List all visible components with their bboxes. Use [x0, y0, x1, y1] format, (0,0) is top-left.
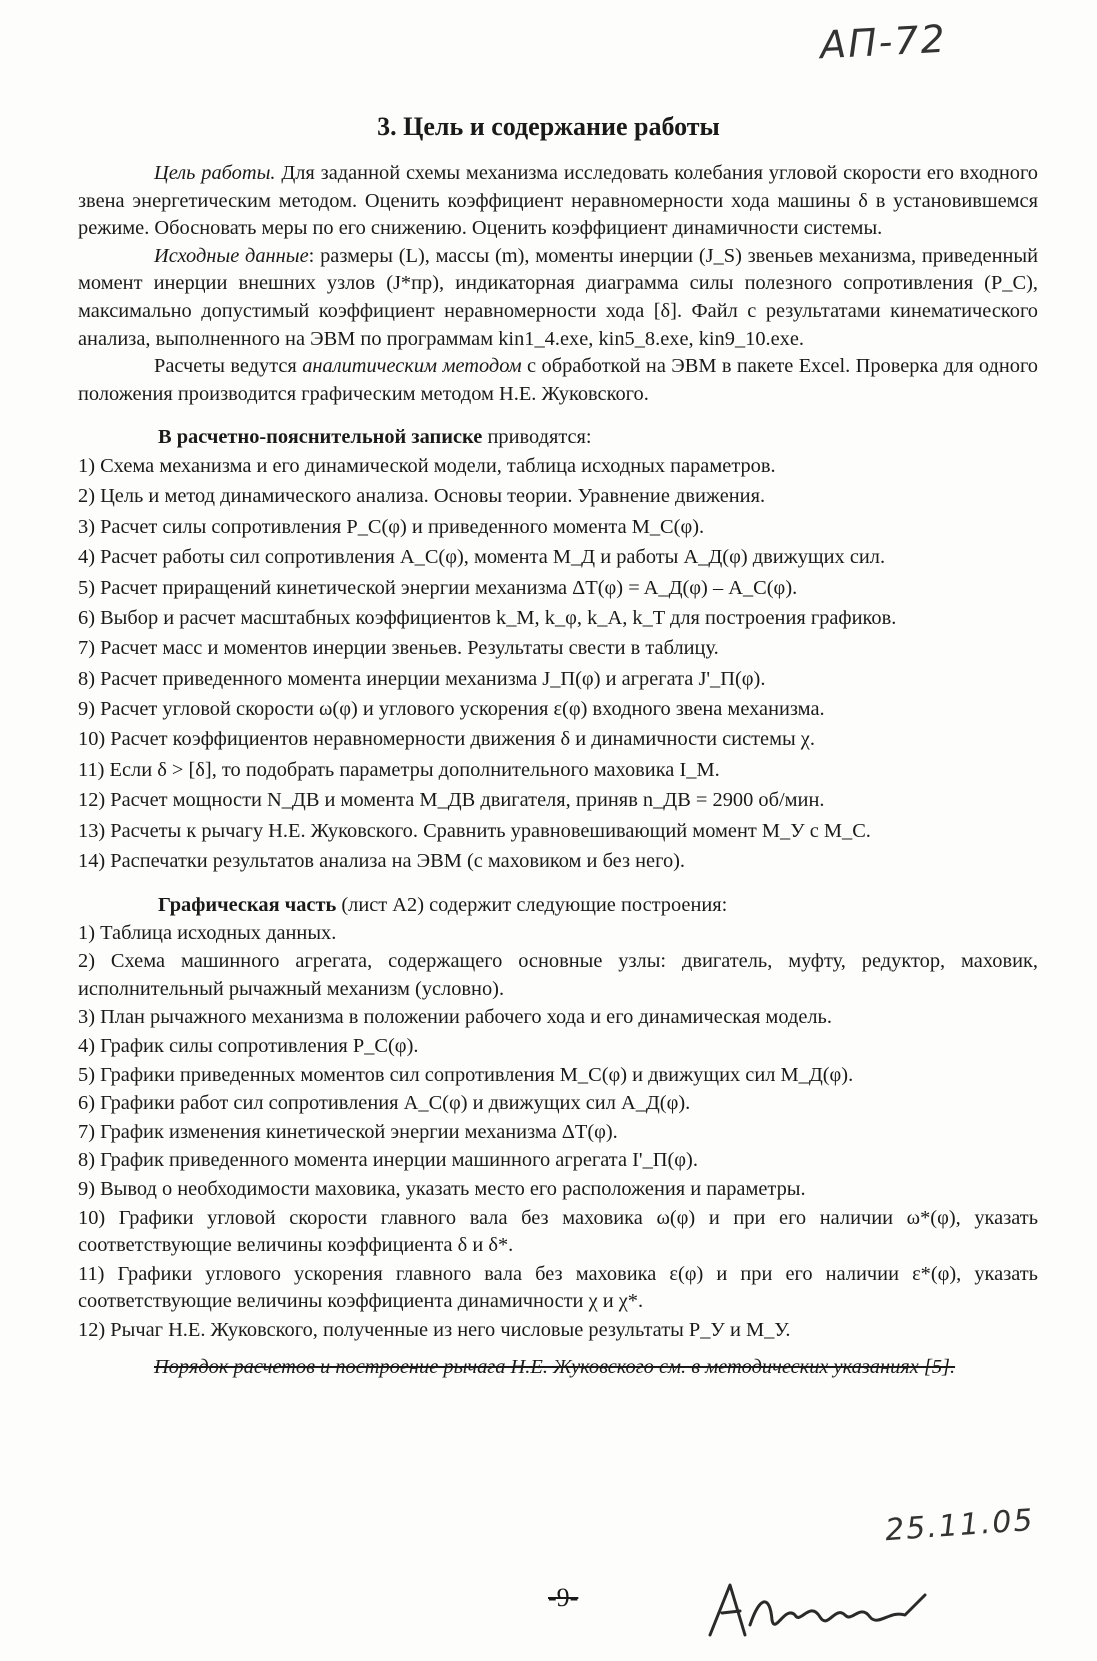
- graph-heading: [78, 892, 1038, 920]
- list-item: 9) Расчет угловой скорости ω(φ) и углового ускорения ε(φ) входного звена механизма.: [78, 698, 825, 721]
- list-item: 10) Графики угловой скорости главного вала без маховика ω(φ) и при его наличии ω*(φ), указать соответствующие величины коэффициента δ и δ*.: [78, 1206, 1038, 1256]
- list-item: 12) Рычаг Н.Е. Жуковского, полученные из него числовые результаты P_У и M_У.: [78, 1318, 791, 1341]
- list-item: 14) Распечатки результатов анализа на ЭВМ (с маховиком и без него).: [78, 850, 686, 873]
- list-item: 9) Вывод о необходимости маховика, указать место его расположения и параметры.: [78, 1177, 806, 1200]
- page-number: -9-: [548, 1583, 579, 1612]
- list-item: 12) Расчет мощности N_ДВ и момента M_ДВ двигателя, приняв n_ДВ = 2900 об/мин.: [78, 789, 825, 812]
- list-item: 6) Графики работ сил сопротивления A_C(φ) и движущих сил A_Д(φ).: [78, 1092, 691, 1115]
- graph-list: [78, 920, 1038, 1344]
- list-item: 4) График силы сопротивления P_C(φ).: [78, 1035, 419, 1057]
- note-heading-rest: приводятся:: [482, 426, 592, 449]
- list-item: 13) Расчеты к рычагу Н.Е. Жуковского. Сравнить уравновешивающий момент M_У с M_C.: [78, 819, 871, 842]
- list-item: 2) Цель и метод динамического анализа. Основы теории. Уравнение движения.: [78, 485, 766, 508]
- list-item: 6) Выбор и расчет масштабных коэффициентов k_M, k_φ, k_A, k_T для построения графиков.: [78, 606, 897, 629]
- list-item: 10) Расчет коэффициентов неравномерности движения δ и динамичности системы χ.: [78, 728, 815, 751]
- initial-label: Исходные данные: [154, 244, 309, 267]
- list-item: 5) Расчет приращений кинетической энергии механизма ΔT(φ) = A_Д(φ) – A_C(φ).: [78, 576, 798, 599]
- calc-italic: аналитическим методом: [302, 355, 522, 378]
- note-heading: [78, 424, 1038, 452]
- calc-before: Расчеты ведутся: [154, 355, 303, 378]
- goal-text: Для заданной схемы механизма исследовать колебания угловой скорости его входного звена энергетическим методом. Оценить коэффициент неравномерности хода машины δ в установившемся режиме. Обосновать меры по его снижению. Оценить коэффициент динамичности системы.: [78, 162, 1038, 240]
- list-item: 7) График изменения кинетической энергии механизма ΔT(φ).: [78, 1120, 618, 1143]
- list-item: 3) Расчет силы сопротивления P_C(φ) и приведенного момента M_C(φ).: [78, 515, 705, 538]
- list-item: 11) Если δ > [δ], то подобрать параметры дополнительного маховика I_M.: [78, 758, 720, 781]
- list-item: 2) Схема машинного агрегата, содержащего основные узлы: двигатель, муфту, редуктор, маховик, исполнительный рычажный механизм (условно).: [78, 950, 1038, 1000]
- footer-note: Порядок расчетов и построение рычага Н.Е. Жуковского см. в методических указаниях [5].: [154, 1355, 956, 1378]
- signature: [700, 1565, 940, 1645]
- handwritten-code: АП-72: [819, 16, 949, 68]
- list-item: 5) Графики приведенных моментов сил сопротивления M_C(φ) и движущих сил M_Д(φ).: [78, 1063, 854, 1086]
- calc-paragraph: [78, 353, 1038, 408]
- graph-heading-bold: Графическая часть: [158, 894, 337, 917]
- list-item: 3) План рычажного механизма в положении рабочего хода и его динамическая модель.: [78, 1006, 832, 1029]
- list-item: 8) Расчет приведенного момента инерции механизма J_П(φ) и агрегата J'_П(φ).: [78, 667, 766, 690]
- goal-label: Цель работы.: [154, 162, 276, 184]
- section-title: 3. Цель и содержание работы: [377, 112, 720, 141]
- list-item: 1) Схема механизма и его динамической модели, таблица исходных параметров.: [78, 454, 776, 477]
- list-item: 1) Таблица исходных данных.: [78, 921, 337, 944]
- initial-data-paragraph: [78, 243, 1038, 353]
- list-item: 7) Расчет масс и моментов инерции звеньев. Результаты свести в таблицу.: [78, 637, 719, 660]
- note-list: [78, 452, 1038, 876]
- list-item: 11) Графики углового ускорения главного вала без маховика ε(φ) и при его наличии ε*(φ), указать соответствующие величины коэффициента динамичности χ и χ*.: [78, 1262, 1038, 1312]
- intro-block: [78, 160, 1038, 1382]
- graph-heading-rest: (лист А2) содержит следующие построения:: [336, 894, 728, 917]
- calc-after: с обработкой на ЭВМ в пакете Excel. Проверка для одного положения производится графическим методом Н.Е. Жуковского.: [78, 355, 1039, 405]
- list-item: 4) Расчет работы сил сопротивления A_C(φ), момента M_Д и работы A_Д(φ) движущих сил.: [78, 546, 886, 569]
- note-heading-bold: В расчетно-пояснительной записке: [158, 426, 483, 449]
- list-item: 8) График приведенного момента инерции машинного агрегата I'_П(φ).: [78, 1149, 698, 1172]
- handwritten-date: 25.11.05: [883, 1502, 1036, 1549]
- initial-text: : размеры (L), массы (m), моменты инерции (J_S) звеньев механизма, приведенный момент инерции внешних узлов (J*пр), индикаторная диаграмма силы полезного сопротивления (P_C), максимально допустимый коэффициент неравномерности хода [δ]. Файл с результатами кинематического анализа, выполненного на ЭВМ по программам kin1_4.exe, kin5_8.exe, kin9_10.exe.: [78, 244, 1039, 350]
- goal-paragraph: [78, 160, 1038, 243]
